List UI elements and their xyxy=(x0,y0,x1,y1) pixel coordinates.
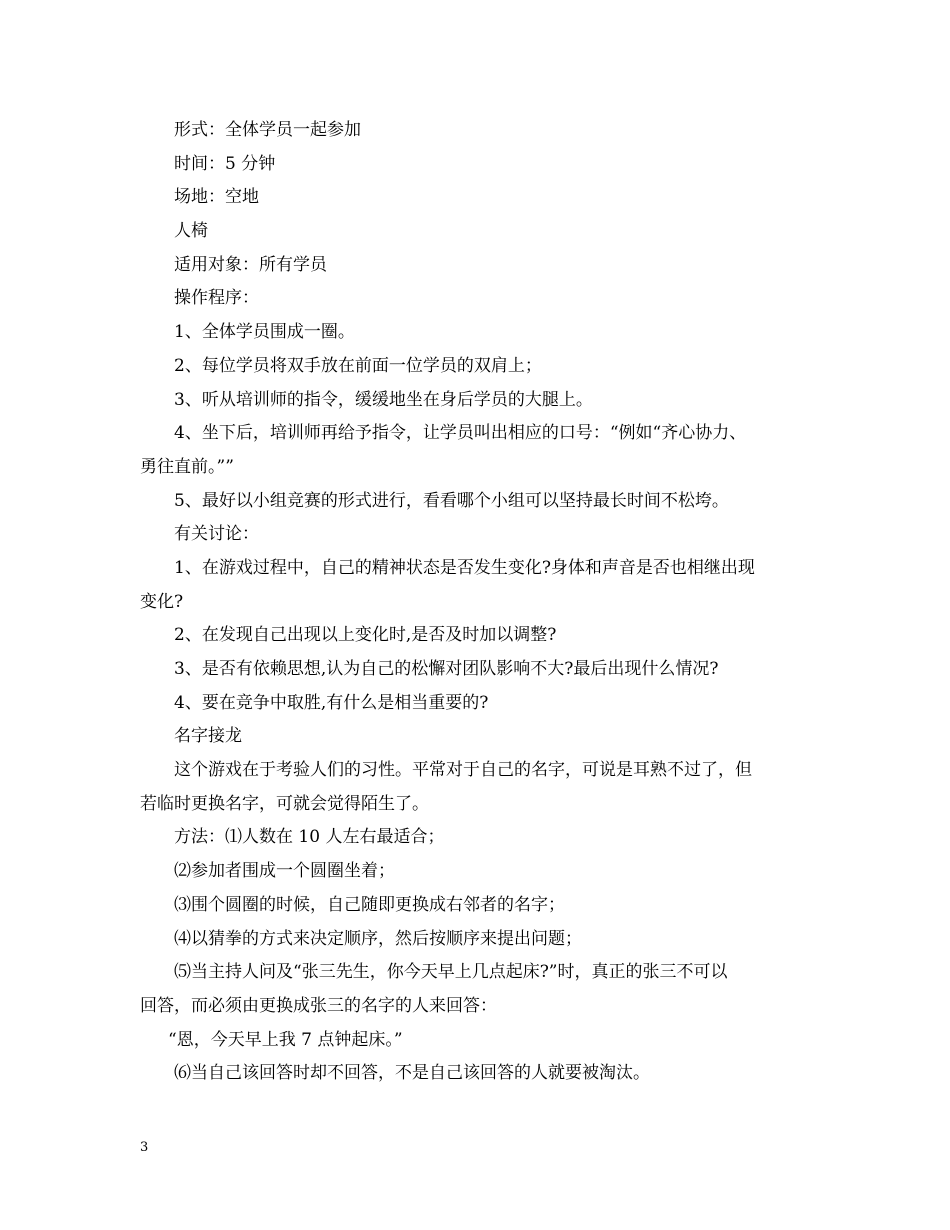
paragraph-line: 这个游戏在于考验人们的习性。平常对于自己的名字，可说是耳熟不过了，但 xyxy=(174,760,752,781)
text-line: 适用对象：所有学员 xyxy=(174,254,327,275)
list-item: 3、听从培训师的指令，缓缓地坐在身后学员的大腿上。 xyxy=(174,389,593,410)
section-heading: 人椅 xyxy=(174,221,208,242)
list-item: ⑸当主持人问及“张三先生，你今天早上几点起床?”时，真正的张三不可以 xyxy=(174,962,728,983)
list-item: 5、最好以小组竞赛的形式进行，看看哪个小组可以坚持最长时间不松垮。 xyxy=(174,490,729,511)
text-line: 操作程序： xyxy=(174,288,259,309)
list-item: ⑵参加者围成一个圆圈坐着； xyxy=(174,861,395,882)
paragraph-continuation: 若临时更换名字，可就会觉得陌生了。 xyxy=(140,793,429,814)
list-item-continuation: 勇往直前。”” xyxy=(140,456,234,477)
list-item: ⑹当自己该回答时却不回答，不是自己该回答的人就要被淘汰。 xyxy=(174,1063,650,1084)
text-line: 时间：5 分钟 xyxy=(174,153,276,174)
text-line: 场地：空地 xyxy=(174,187,259,208)
list-item: ⑶围个圆圈的时候，自己随即更换成右邻者的名字； xyxy=(174,894,565,915)
section-heading: 名字接龙 xyxy=(174,726,242,747)
list-item: 1、全体学员围成一圈。 xyxy=(174,322,355,343)
list-item: 1、在游戏过程中，自己的精神状态是否发生变化?身体和声音是否也相继出现 xyxy=(174,557,755,578)
list-item: ⑷以猜拳的方式来决定顺序，然后按顺序来提出问题； xyxy=(174,928,582,949)
quote-line: “恩，今天早上我 7 点钟起床。” xyxy=(168,1029,403,1050)
list-item: 4、坐下后，培训师再给予指令，让学员叫出相应的口号：“例如“齐心协力、 xyxy=(174,423,747,444)
text-line: 有关讨论： xyxy=(174,524,259,545)
list-item: 4、要在竞争中取胜,有什么是相当重要的? xyxy=(174,692,489,713)
document-body xyxy=(140,114,820,1091)
list-item: 3、是否有依赖思想,认为自己的松懈对团队影响不大?最后出现什么情况? xyxy=(174,659,719,679)
list-item-continuation: 变化? xyxy=(140,591,184,612)
text-line: 形式：全体学员一起参加 xyxy=(174,120,361,140)
list-item: 2、每位学员将双手放在前面一位学员的双肩上； xyxy=(174,355,542,376)
page-number: 3 xyxy=(140,1140,149,1155)
list-item-continuation: 回答，而必须由更换成张三的名字的人来回答： xyxy=(140,995,497,1016)
list-item: 2、在发现自己出现以上变化时,是否及时加以调整? xyxy=(174,625,557,646)
list-item: 方法：⑴人数在 10 人左右最适合； xyxy=(174,827,445,848)
